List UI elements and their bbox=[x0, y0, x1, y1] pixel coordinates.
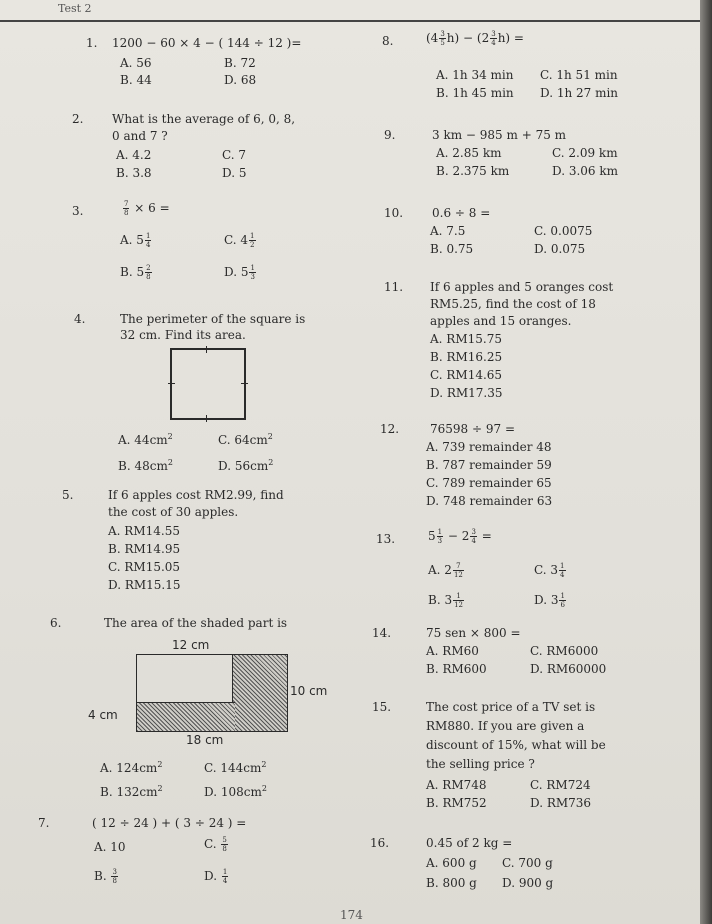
q7-number: 7. bbox=[38, 816, 50, 830]
q8-option-c: C. 1h 51 min bbox=[540, 68, 618, 82]
q16-option-b: B. 800 g bbox=[426, 876, 477, 890]
q11-option-a: A. RM15.75 bbox=[430, 332, 502, 346]
q2-option-c: C. 7 bbox=[222, 148, 247, 162]
q9-number: 9. bbox=[384, 128, 396, 142]
q14-option-b: B. RM600 bbox=[426, 662, 487, 676]
q15-number: 15. bbox=[372, 700, 392, 714]
q12-option-a: A. 739 remainder 48 bbox=[426, 440, 552, 454]
q3-times: × 6 = bbox=[134, 201, 170, 215]
q7-option-c: C. $\frac{5}{8}$ bbox=[204, 836, 227, 853]
q6-shaded-right bbox=[232, 654, 288, 732]
q1-option-d: D. 68 bbox=[224, 73, 257, 87]
q16-option-a: A. 600 g bbox=[426, 856, 477, 870]
q6-dim-bottom: 18 cm bbox=[186, 733, 224, 747]
q11-option-d: D. RM17.35 bbox=[430, 386, 503, 400]
q4-option-c: C. $64cm^2$ bbox=[218, 432, 273, 447]
q14-option-c: C. RM6000 bbox=[530, 644, 599, 658]
q11-option-b: B. RM16.25 bbox=[430, 350, 503, 364]
q16-option-c: C. 700 g bbox=[502, 856, 553, 870]
q6-option-c: C. $144cm^2$ bbox=[204, 760, 267, 775]
q2-number: 2. bbox=[72, 112, 84, 126]
q10-number: 10. bbox=[384, 206, 404, 220]
q3-option-d: D. 5 $\frac{1}{3}$ bbox=[224, 264, 255, 281]
q5-option-b: B. RM14.95 bbox=[108, 542, 181, 556]
q13-option-a: A. 2 $\frac{7}{12}$ bbox=[428, 562, 463, 579]
q9-option-d: D. 3.06 km bbox=[552, 164, 619, 178]
q16-option-d: D. 900 g bbox=[502, 876, 554, 890]
q1-number: 1. bbox=[86, 36, 98, 50]
square-figure bbox=[170, 348, 246, 420]
q2-option-b: B. 3.8 bbox=[116, 166, 152, 180]
q6-dim-left: 4 cm bbox=[88, 708, 118, 722]
page-number: 174 bbox=[340, 908, 363, 922]
q15-line1: The cost price of a TV set is bbox=[426, 700, 596, 714]
q12-option-c: C. 789 remainder 65 bbox=[426, 476, 552, 490]
q11-line2: RM5.25, find the cost of 18 bbox=[430, 297, 596, 311]
q7-option-d: D. $\frac{1}{4}$ bbox=[204, 868, 228, 885]
q2-line2: 0 and 7 ? bbox=[112, 129, 168, 143]
q12-option-b: B. 787 remainder 59 bbox=[426, 458, 552, 472]
q5-number: 5. bbox=[62, 488, 74, 502]
q4-line2: 32 cm. Find its area. bbox=[120, 328, 246, 342]
q5-option-c: C. RM15.05 bbox=[108, 560, 181, 574]
q15-option-c: C. RM724 bbox=[530, 778, 591, 792]
q4-option-a: A. $44cm^2$ bbox=[118, 432, 173, 447]
q10-option-b: B. 0.75 bbox=[430, 242, 474, 256]
q12-text: 76598 ÷ 97 = bbox=[430, 422, 515, 436]
q5-option-a: A. RM14.55 bbox=[108, 524, 180, 538]
q15-option-d: D. RM736 bbox=[530, 796, 592, 810]
q4-line1: The perimeter of the square is bbox=[120, 312, 306, 326]
q7-option-a: A. 10 bbox=[94, 840, 126, 854]
q15-line2: RM880. If you are given a bbox=[426, 719, 585, 733]
q8-expression: (4 $\frac{3}{5}$ h) − (2 $\frac{3}{4}$ h) = bbox=[426, 30, 524, 47]
q6-dim-right: 10 cm bbox=[290, 684, 328, 698]
q6-option-a: A. $124cm^2$ bbox=[100, 760, 163, 775]
q10-option-a: A. 7.5 bbox=[430, 224, 466, 238]
q8-option-b: B. 1h 45 min bbox=[436, 86, 514, 100]
q3-expression: $\frac{7}{8}$ × 6 = bbox=[124, 200, 170, 217]
q13-option-b: B. 3 $\frac{1}{12}$ bbox=[428, 592, 464, 609]
q11-line1: If 6 apples and 5 oranges cost bbox=[430, 280, 614, 294]
q9-option-c: C. 2.09 km bbox=[552, 146, 618, 160]
q4-option-d: D. $56cm^2$ bbox=[218, 458, 274, 473]
q1-option-a: A. 56 bbox=[120, 56, 152, 70]
q4-option-b: B. $48cm^2$ bbox=[118, 458, 173, 473]
header-bar bbox=[0, 0, 700, 22]
q11-line3: apples and 15 oranges. bbox=[430, 314, 572, 328]
q1-option-c: B. 44 bbox=[120, 73, 152, 87]
q8-option-a: A. 1h 34 min bbox=[436, 68, 514, 82]
q12-number: 12. bbox=[380, 422, 400, 436]
q9-option-b: B. 2.375 km bbox=[436, 164, 510, 178]
q14-option-d: D. RM60000 bbox=[530, 662, 607, 676]
q3-option-b: B. 5 $\frac{2}{8}$ bbox=[120, 264, 151, 281]
q3-number: 3. bbox=[72, 204, 84, 218]
page-edge-shadow bbox=[700, 0, 712, 924]
q13-expression: 5 $\frac{1}{3}$ − 2 $\frac{3}{4}$ = bbox=[428, 528, 492, 545]
q8-number: 8. bbox=[382, 34, 394, 48]
q1-option-b: B. 72 bbox=[224, 56, 256, 70]
q7-option-b: B. $\frac{3}{8}$ bbox=[94, 868, 117, 885]
q4-number: 4. bbox=[74, 312, 86, 326]
q15-line3: discount of 15%, what will be bbox=[426, 738, 606, 752]
q3-option-a: A. 5 $\frac{1}{4}$ bbox=[120, 232, 151, 249]
header-label: Test 2 bbox=[58, 2, 92, 15]
q14-option-a: A. RM60 bbox=[426, 644, 479, 658]
q8-option-d: D. 1h 27 min bbox=[540, 86, 619, 100]
q1-text: 1200 − 60 × 4 − ( 144 ÷ 12 )= bbox=[112, 36, 302, 50]
q14-number: 14. bbox=[372, 626, 392, 640]
q10-option-d: D. 0.075 bbox=[534, 242, 586, 256]
q13-option-d: D. 3 $\frac{1}{6}$ bbox=[534, 592, 565, 609]
q6-number: 6. bbox=[50, 616, 62, 630]
q10-option-c: C. 0.0075 bbox=[534, 224, 593, 238]
q6-shaded-bottom bbox=[136, 702, 235, 732]
q9-option-a: A. 2.85 km bbox=[436, 146, 502, 160]
q10-text: 0.6 ÷ 8 = bbox=[432, 206, 491, 220]
q7-text: ( 12 ÷ 24 ) + ( 3 ÷ 24 ) = bbox=[92, 816, 247, 830]
q11-number: 11. bbox=[384, 280, 404, 294]
q9-text: 3 km − 985 m + 75 m bbox=[432, 128, 567, 142]
q16-text: 0.45 of 2 kg = bbox=[426, 836, 513, 850]
q2-option-d: D. 5 bbox=[222, 166, 247, 180]
q5-line1: If 6 apples cost RM2.99, find bbox=[108, 488, 284, 502]
q14-text: 75 sen × 800 = bbox=[426, 626, 521, 640]
q15-line4: the selling price ? bbox=[426, 757, 535, 771]
q11-option-c: C. RM14.65 bbox=[430, 368, 503, 382]
q12-option-d: D. 748 remainder 63 bbox=[426, 494, 553, 508]
q6-upper-rect bbox=[136, 654, 234, 703]
q15-option-a: A. RM748 bbox=[426, 778, 487, 792]
q5-line2: the cost of 30 apples. bbox=[108, 505, 239, 519]
q13-option-c: C. 3 $\frac{1}{4}$ bbox=[534, 562, 565, 579]
q6-text: The area of the shaded part is bbox=[104, 616, 288, 630]
q6-dim-top: 12 cm bbox=[172, 638, 210, 652]
q3-option-c: C. 4 $\frac{1}{2}$ bbox=[224, 232, 255, 249]
q6-option-b: B. $132cm^2$ bbox=[100, 784, 163, 799]
q13-number: 13. bbox=[376, 532, 396, 546]
q5-option-d: D. RM15.15 bbox=[108, 578, 181, 592]
q6-option-d: D. $108cm^2$ bbox=[204, 784, 267, 799]
q2-line1: What is the average of 6, 0, 8, bbox=[112, 112, 296, 126]
q15-option-b: B. RM752 bbox=[426, 796, 487, 810]
q16-number: 16. bbox=[370, 836, 390, 850]
q2-option-a: A. 4.2 bbox=[116, 148, 152, 162]
